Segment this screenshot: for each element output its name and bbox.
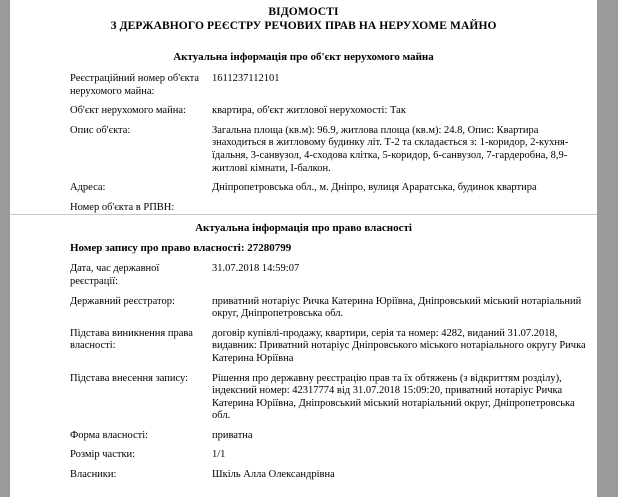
field-row (70, 263, 591, 288)
field-label-ownership-form: Форма власності: (70, 429, 149, 441)
field-label-registration-datetime: Дата, час державної реєстрації: (70, 263, 160, 287)
ownership-record-number: Номер запису про право власності: 27280799 (70, 242, 292, 255)
document-title-line-2: З ДЕРЖАВНОГО РЕЄСТРУ РЕЧОВИХ ПРАВ НА НЕРУХОМЕ МАЙНО (110, 20, 497, 32)
field-label-record-basis: Підстава внесення запису: (70, 372, 189, 384)
document-title (10, 5, 597, 33)
field-row (70, 328, 591, 366)
field-row (70, 469, 591, 482)
field-row (70, 182, 591, 195)
field-label-property-object: Об'єкт нерухомого майна: (70, 105, 186, 117)
field-value-address: Дніпропетровська обл., м. Дніпро, вулиця Араратська, будинок квартира (212, 182, 537, 194)
field-value-object-description: Загальна площа (кв.м): 96.9, житлова площа (кв.м): 24.8, Опис: Квартира знаходиться в житловому будинку літ. Т-2 та складається з: 1-коридор, 2-кухня-їдальня, 3-санвузол, 4-сходова клітка, 5-коридор, 6-санвузол, 7-гардеробна, 8,9-житлові кімнати, I-балкон. (212, 124, 569, 174)
field-row (70, 373, 591, 423)
field-label-share-size: Розмір частки: (70, 449, 136, 461)
field-value-owners: Шкіль Алла Олександрівна (212, 469, 335, 481)
document-page (10, 0, 597, 497)
section-divider (10, 214, 597, 215)
field-label-rpvn-number: Номер об'єкта в РПВН: (70, 201, 175, 213)
field-label-object-description: Опис об'єкта: (70, 124, 131, 136)
field-value-registration-number: 1611237112101 (212, 73, 280, 84)
field-label-ownership-basis: Підстава виникнення права власності: (70, 327, 193, 352)
field-row (70, 449, 591, 462)
document-title-line-1: ВІДОМОСТІ (268, 6, 339, 18)
property-fields (10, 73, 597, 214)
field-label-state-registrar: Державний реєстратор: (70, 295, 175, 307)
field-value-record-basis: Рішення про державну реєстрацію прав та їх обтяжень (з відкриттям розділу), індексний номер: 42317774 від 31.07.2018 15:09:20, приватний нотаріус Ричка Катерина Юріївна, Дніпровський міський нотаріальний округ, Дніпропетровська обл. (212, 372, 575, 422)
field-row (70, 296, 591, 321)
field-value-property-object: квартира, об'єкт житлової нерухомості: Так (212, 105, 406, 117)
field-value-share-size: 1/1 (212, 449, 226, 461)
field-label-owners: Власники: (70, 469, 117, 481)
field-row (70, 202, 591, 215)
field-row (70, 430, 591, 443)
field-value-ownership-form: приватна (212, 429, 253, 441)
field-value-state-registrar: приватний нотаріус Ричка Катерина Юріївна, Дніпровський міський нотаріальний округ, Дніпропетровська обл. (212, 295, 582, 320)
section-heading-ownership: Актуальна інформація про право власності (195, 222, 412, 235)
field-value-ownership-basis: договір купівлі-продажу, квартири, серія та номер: 4282, виданий 31.07.2018, видавник: Приватний нотаріус Дніпровського міського нотаріального округу Ричка Катерина Юріївна (212, 327, 586, 364)
field-label-registration-number: Реєстраційний номер об'єкта нерухомого майна: (70, 73, 199, 97)
field-row (70, 125, 591, 175)
field-row (70, 105, 591, 118)
field-label-address: Адреса: (70, 182, 106, 194)
section-heading-property: Актуальна інформація про об'єкт нерухомого майна (173, 51, 434, 63)
field-value-registration-datetime: 31.07.2018 14:59:07 (212, 263, 300, 275)
document-body (10, 0, 597, 482)
ownership-fields (10, 263, 597, 481)
field-row (70, 73, 591, 98)
